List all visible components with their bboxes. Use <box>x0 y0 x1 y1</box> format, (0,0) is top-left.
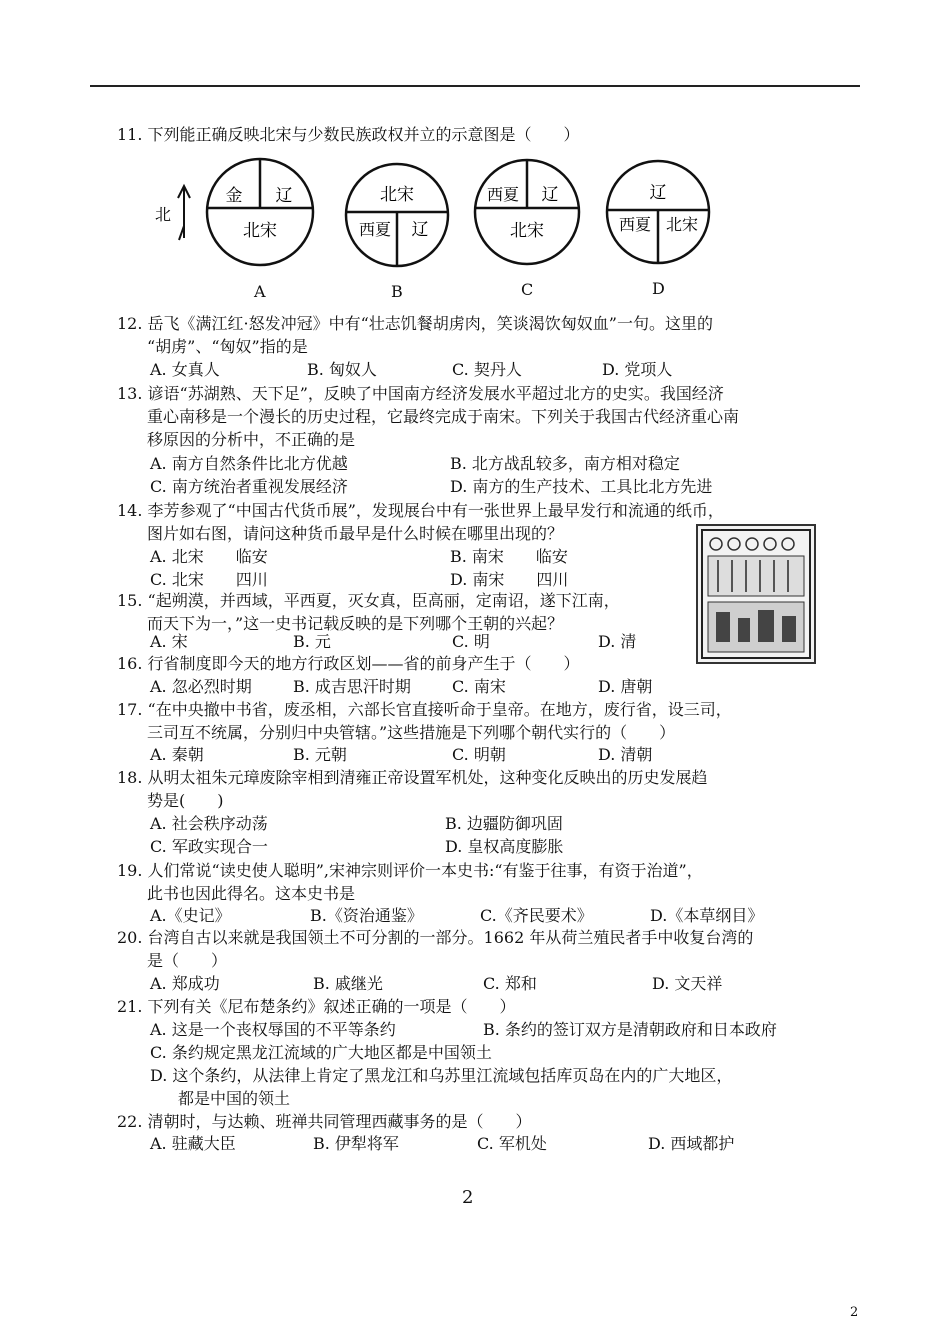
q11-label-b: B <box>391 282 403 301</box>
q16-option-d: D. 唐朝 <box>598 677 653 696</box>
q14-stem-2: 图片如右图，请问这种货币最早是什么时候在哪里出现的？ <box>147 524 564 543</box>
diagram-b-xixia: 西夏 <box>358 220 392 239</box>
q15-stem-1: 15. “起朔漠，并西域，平西夏，灭女真，臣高丽，定南诏，遂下江南， <box>117 591 620 610</box>
q15-option-c: C. 明 <box>452 632 490 651</box>
q21-stem: 21. 下列有关《尼布楚条约》叙述正确的一项是（ ） <box>117 997 516 1016</box>
diagram-c <box>475 160 579 264</box>
q18-option-d: D. 皇权高度膨胀 <box>445 837 564 856</box>
q13-option-b: B. 北方战乱较多，南方相对稳定 <box>450 454 680 473</box>
q16-stem: 16. 行省制度即今天的地方行政区划——省的前身产生于（ ） <box>117 654 580 673</box>
q22-option-a: A. 驻藏大臣 <box>150 1134 236 1153</box>
q13-option-c: C. 南方统治者重视发展经济 <box>150 477 348 496</box>
q12-option-b: B. 匈奴人 <box>307 360 377 379</box>
diagram-a-liao: 辽 <box>275 186 293 206</box>
q18-stem-2: 势是( ) <box>147 791 224 810</box>
q16-option-b: B. 成吉思汗时期 <box>293 677 411 696</box>
q16-option-a: A. 忽必烈时期 <box>150 677 252 696</box>
q15-stem-2: 而天下为一，”这一史书记载反映的是下列哪个王朝的兴起？ <box>147 614 564 633</box>
diagram-d <box>607 161 709 263</box>
q12-option-c: C. 契丹人 <box>452 360 522 379</box>
q21-option-d-line-2: 都是中国的领土 <box>178 1089 291 1108</box>
q18-option-c: C. 军政实现合一 <box>150 837 268 856</box>
q20-option-b: B. 戚继光 <box>313 974 383 993</box>
diagram-c-beisong: 北宋 <box>510 221 544 241</box>
q22-option-c: C. 军机处 <box>477 1134 547 1153</box>
q16-option-c: C. 南宋 <box>452 677 506 696</box>
q17-stem-2: 三司互不统属，分别归中央管辖。”这些措施是下列哪个朝代实行的（ ） <box>147 723 676 742</box>
diagram-c-liao: 辽 <box>541 185 559 205</box>
q12-option-d: D. 党项人 <box>602 360 673 379</box>
q13-stem-2: 重心南移是一个漫长的历史过程，它最终完成于南宋。下列关于我国古代经济重心南 <box>147 407 740 426</box>
q13-option-d: D. 南方的生产技术、工具比北方先进 <box>450 477 713 496</box>
corner-page-number: 2 <box>850 1305 859 1320</box>
q22-option-b: B. 伊犁将军 <box>313 1134 399 1153</box>
diagram-d-beisong: 北宋 <box>665 215 699 234</box>
diagram-d-xixia: 西夏 <box>618 215 652 234</box>
q18-option-a: A. 社会秩序动荡 <box>150 814 268 833</box>
q13-stem-1: 13. 谚语“苏湖熟、天下足”，反映了中国南方经济发展水平超过北方的史实。我国经济 <box>117 384 724 403</box>
diagram-a <box>207 159 313 265</box>
q17-option-b: B. 元朝 <box>293 745 347 764</box>
page-number: 2 <box>462 1187 474 1208</box>
q14-option-c: C. 北宋 四川 <box>150 570 268 589</box>
q17-stem-1: 17. “在中央撤中书省，废丞相，六部长官直接听命于皇帝。在地方，废行省，设三司， <box>117 700 732 719</box>
q22-option-d: D. 西域都护 <box>648 1134 735 1153</box>
banknote-picture-icon <box>698 526 814 662</box>
q14-stem-1: 14. 李芳参观了“中国古代货币展”，发现展台中有一张世界上最早发行和流通的纸币， <box>117 501 724 520</box>
q19-option-d: D.《本草纲目》 <box>650 906 764 925</box>
header-rule <box>90 85 860 87</box>
q21-option-d-line-1: D. 这个条约，从法律上肯定了黑龙江和乌苏里江流域包括库页岛在内的广大地区， <box>150 1066 733 1085</box>
q18-option-b: B. 边疆防御巩固 <box>445 814 563 833</box>
q11-label-c: C <box>521 280 534 299</box>
q19-stem-2: 此书也因此得名。这本史书是 <box>147 884 356 903</box>
q15-option-a: A. 宋 <box>150 632 188 651</box>
q12-stem-2: “胡虏”、“匈奴”指的是 <box>147 337 308 356</box>
q21-option-c: C. 条约规定黑龙江流域的广大地区都是中国领土 <box>150 1043 492 1062</box>
q17-option-d: D. 清朝 <box>598 745 653 764</box>
diagram-b <box>346 164 448 266</box>
q20-option-d: D. 文天祥 <box>652 974 723 993</box>
q12-stem-1: 12. 岳飞《满江红·怒发冲冠》中有“壮志饥餐胡虏肉，笑谈渴饮匈奴血”一句。这里的 <box>117 314 713 333</box>
q15-option-b: B. 元 <box>293 632 331 651</box>
q21-option-b: B. 条约的签订双方是清朝政府和日本政府 <box>483 1020 777 1039</box>
q20-option-c: C. 郑和 <box>483 974 537 993</box>
q20-option-a: A. 郑成功 <box>150 974 220 993</box>
diagram-c-xixia: 西夏 <box>486 185 520 204</box>
jiaozi-banknote-image <box>696 524 816 664</box>
q20-stem-1: 20. 台湾自古以来就是我国领土不可分割的一部分。1662 年从荷兰殖民者手中收复台湾的 <box>117 928 754 947</box>
q12-option-a: A. 女真人 <box>150 360 220 379</box>
q21-option-a: A. 这是一个丧权辱国的不平等条约 <box>150 1020 396 1039</box>
diagram-d-liao: 辽 <box>649 183 667 203</box>
q11-label-d: D <box>652 279 665 298</box>
q17-option-c: C. 明朝 <box>452 745 506 764</box>
q19-option-b: B.《资治通鉴》 <box>310 906 423 925</box>
diagram-b-liao: 辽 <box>411 220 429 240</box>
diagram-a-beisong: 北宋 <box>243 221 277 241</box>
north-arrow-icon <box>178 186 190 240</box>
q14-option-a: A. 北宋 临安 <box>150 547 268 566</box>
q22-stem: 22. 清朝时，与达赖、班禅共同管理西藏事务的是（ ） <box>117 1112 532 1131</box>
q19-option-c: C.《齐民要术》 <box>480 906 593 925</box>
q14-option-d: D. 南宋 四川 <box>450 570 569 589</box>
q11-label-a: A <box>254 282 266 301</box>
q20-stem-2: 是（ ） <box>147 951 228 970</box>
diagram-b-beisong: 北宋 <box>380 185 414 205</box>
diagram-a-jin: 金 <box>225 186 243 206</box>
q13-stem-3: 移原因的分析中，不正确的是 <box>147 430 356 449</box>
q13-option-a: A. 南方自然条件比北方优越 <box>150 454 348 473</box>
north-label: 北 <box>155 205 172 224</box>
q19-option-a: A.《史记》 <box>150 906 231 925</box>
q15-option-d: D. 清 <box>598 632 637 651</box>
q14-option-b: B. 南宋 临安 <box>450 547 568 566</box>
q18-stem-1: 18. 从明太祖朱元璋废除宰相到清雍正帝设置军机处，这种变化反映出的历史发展趋 <box>117 768 708 787</box>
q17-option-a: A. 秦朝 <box>150 745 204 764</box>
q11-stem: 11. 下列能正确反映北宋与少数民族政权并立的示意图是（ ） <box>117 125 580 144</box>
q19-stem-1: 19. 人们常说“读史使人聪明”,宋神宗则评价一本史书:“有鉴于往事，有资于治道”， <box>117 861 703 880</box>
